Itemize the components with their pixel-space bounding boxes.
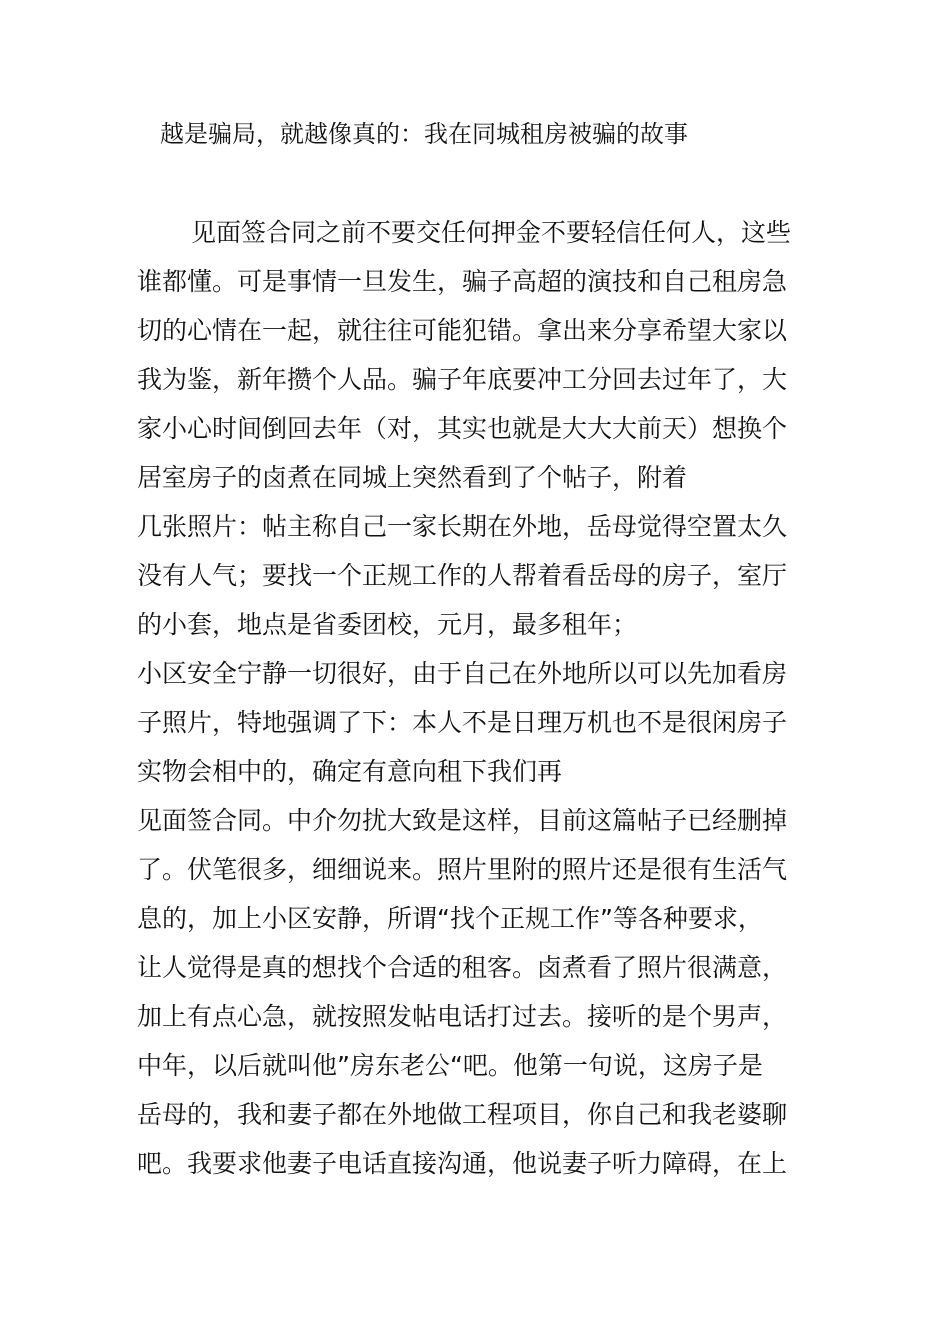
paragraph-line: 几张照片：帖主称自己一家长期在外地，岳母觉得空置太久	[137, 512, 788, 541]
document-title: 越是骗局，就越像真的：我在同城租房被骗的故事	[160, 120, 688, 148]
paragraph-line: 让人觉得是真的想找个合适的租客。卤煮看了照片很满意，	[137, 953, 788, 982]
paragraph-line: 的小套，地点是省委团校，元月，最多租年；	[137, 610, 638, 639]
paragraph-line: 见面签合同之前不要交任何押金不要轻信任何人，这些	[191, 218, 792, 247]
paragraph-line: 家小心时间倒回去年（对，其实也就是大大大前天）想换个	[137, 414, 788, 443]
paragraph-line: 子照片，特地强调了下：本人不是日理万机也不是很闲房子	[137, 708, 788, 737]
paragraph-line: 中年，以后就叫他”房东老公“吧。他第一句说，这房子是	[137, 1051, 763, 1080]
paragraph-line: 息的，加上小区安静，所谓“找个正规工作”等各种要求，	[137, 904, 763, 933]
paragraph-line: 加上有点心急，就按照发帖电话打过去。接听的是个男声，	[137, 1002, 788, 1031]
paragraph-line: 切的心情在一起，就往往可能犯错。拿出来分享希望大家以	[137, 316, 788, 345]
paragraph-line: 吧。我要求他妻子电话直接沟通，他说妻子听力障碍，在上	[137, 1149, 788, 1178]
paragraph-line: 我为鉴，新年攒个人品。骗子年底要冲工分回去过年了，大	[137, 365, 788, 394]
paragraph-line: 岳母的，我和妻子都在外地做工程项目，你自己和我老婆聊	[137, 1100, 788, 1129]
paragraph-line: 居室房子的卤煮在同城上突然看到了个帖子，附着	[137, 463, 688, 492]
paragraph-line: 小区安全宁静一切很好，由于自己在外地所以可以先加看房	[137, 659, 788, 688]
document-body	[137, 208, 837, 1188]
paragraph-line: 了。伏笔很多，细细说来。照片里附的照片还是很有生活气	[137, 855, 788, 884]
paragraph-line: 实物会相中的，确定有意向租下我们再	[137, 757, 563, 786]
paragraph-line: 谁都懂。可是事情一旦发生，骗子高超的演技和自己租房急	[137, 267, 788, 296]
paragraph-line: 见面签合同。中介勿扰大致是这样，目前这篇帖子已经删掉	[137, 806, 788, 835]
paragraph-line: 没有人气；要找一个正规工作的人帮着看岳母的房子，室厅	[137, 561, 788, 590]
